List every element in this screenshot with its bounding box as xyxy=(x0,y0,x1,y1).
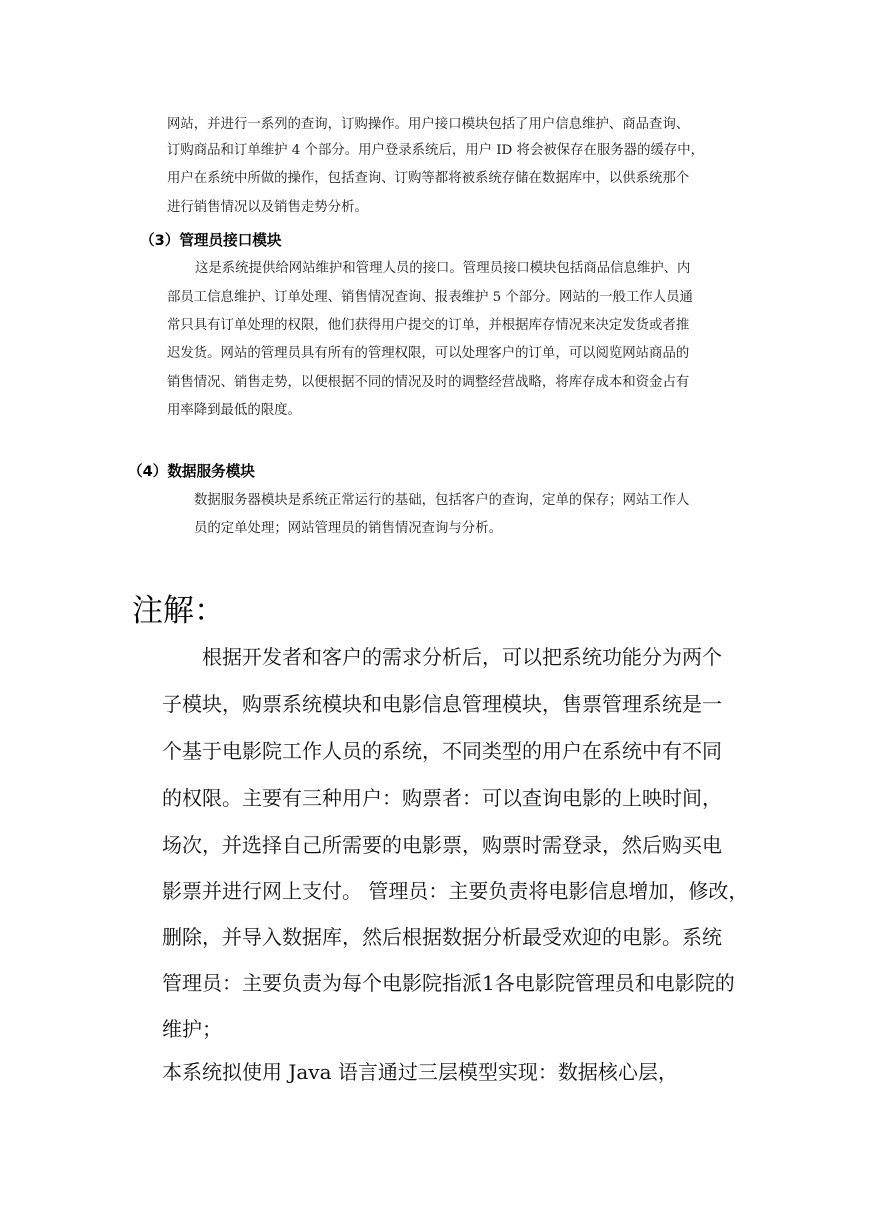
notes-line: 本系统拟使用 Java 语言通过三层模型实现：数据核心层， xyxy=(162,1060,678,1084)
body-line: 销售情况、销售走势，以便根据不同的情况及时的调整经营战略，将库存成本和资金占有 xyxy=(167,375,690,390)
body-line: 数据服务器模块是系统正常运行的基础，包括客户的查询，定单的保存；网站工作人 xyxy=(194,493,690,508)
notes-line: 根据开发者和客户的需求分析后，可以把系统功能分为两个 xyxy=(202,645,722,669)
notes-line: 影票并进行网上支付。 管理员：主要负责将电影信息增加，修改， xyxy=(162,879,749,903)
body-line: 常只具有订单处理的权限，他们获得用户提交的订单，并根据库存情况来决定发货或者推 xyxy=(167,318,690,333)
notes-line: 场次，并选择自己所需要的电影票，购票时需登录，然后购买电 xyxy=(162,833,722,857)
body-line: 进行销售情况以及销售走势分析。 xyxy=(167,200,368,215)
notes-line: 管理员：主要负责为每个电影院指派1各电影院管理员和电影院的 xyxy=(162,971,735,995)
notes-line: 个基于电影院工作人员的系统，不同类型的用户在系统中有不同 xyxy=(162,739,722,763)
section-heading-admin-interface: （3）管理员接口模块 xyxy=(140,232,282,249)
body-line: 网站，并进行一系列的查询，订购操作。用户接口模块包括了用户信息维护、商品查询、 xyxy=(167,117,690,132)
notes-line: 删除，并导入数据库，然后根据数据分析最受欢迎的电影。系统 xyxy=(162,925,722,949)
notes-title: 注解： xyxy=(132,593,225,629)
body-line: 员的定单处理；网站管理员的销售情况查询与分析。 xyxy=(194,521,502,536)
notes-line: 维护； xyxy=(162,1017,222,1041)
notes-line: 的权限。主要有三种用户：购票者：可以查询电影的上映时间， xyxy=(162,786,722,810)
section-heading-data-service: （4）数据服务模块 xyxy=(128,463,255,480)
body-line: 这是系统提供给网站维护和管理人员的接口。管理员接口模块包括商品信息维护、内 xyxy=(195,261,691,276)
body-line: 部员工信息维护、订单处理、销售情况查询、报表维护 5 个部分。网站的一般工作人员通 xyxy=(167,290,693,305)
body-line: 迟发货。网站的管理员具有所有的管理权限，可以处理客户的订单，可以阅览网站商品的 xyxy=(167,346,690,361)
notes-line: 子模块，购票系统模块和电影信息管理模块，售票管理系统是一 xyxy=(162,692,722,716)
body-line: 用户在系统中所做的操作，包括查询、订购等都将被系统存储在数据库中，以供系统那个 xyxy=(167,171,690,186)
body-line: 订购商品和订单维护 4 个部分。用户登录系统后，用户 ID 将会被保存在服务器的缓存中， xyxy=(167,143,705,158)
body-line: 用率降到最低的限度。 xyxy=(167,403,301,418)
